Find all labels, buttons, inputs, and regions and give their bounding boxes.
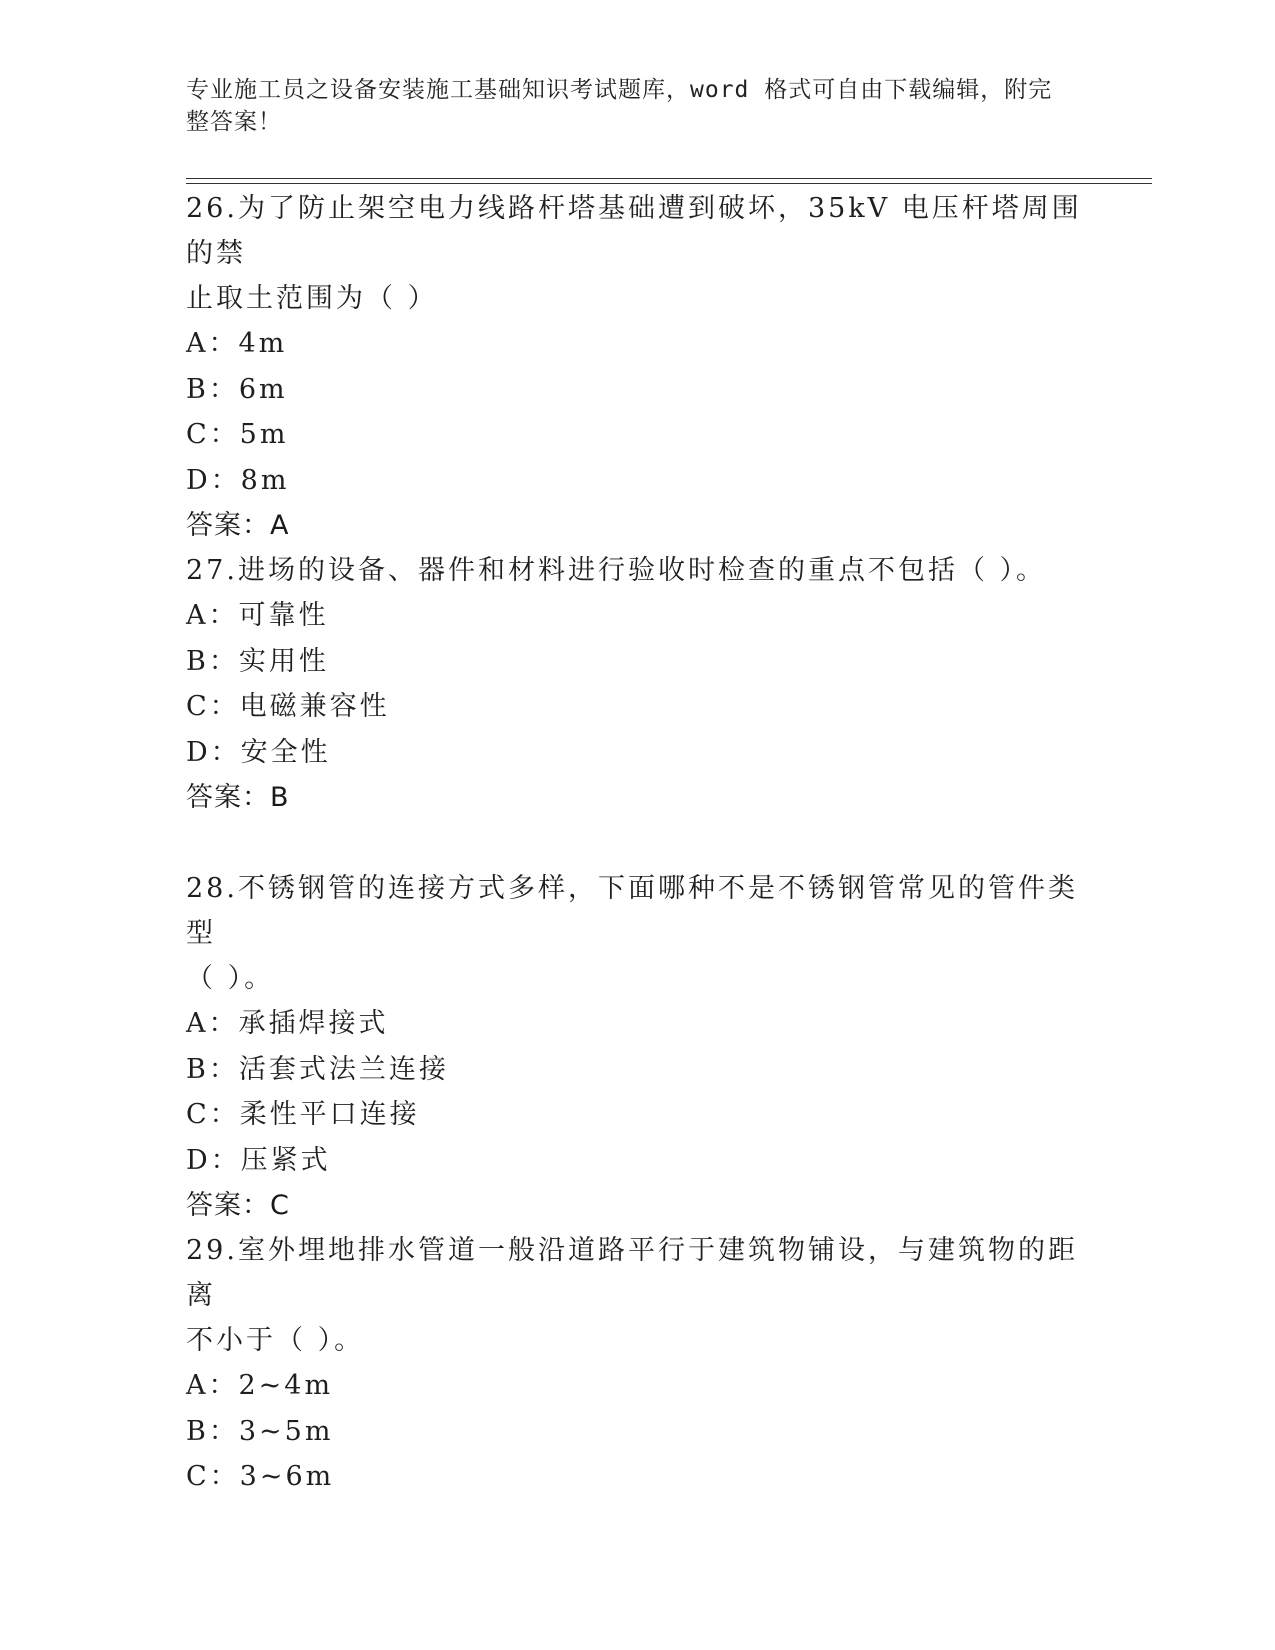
option-key: C：: [186, 1099, 240, 1130]
option-list: [186, 1001, 1086, 1183]
header-divider-bottom: [186, 183, 1152, 184]
option-b: [186, 1047, 1086, 1093]
question-26: [186, 186, 1086, 548]
option-c: [186, 1454, 1086, 1500]
question-stem-line-2: 止取土范围为（ ）: [186, 283, 438, 314]
option-c: [186, 684, 1086, 730]
option-key: A：: [186, 1008, 239, 1039]
option-key: B：: [186, 645, 239, 677]
option-text: 电磁兼容性: [239, 691, 390, 722]
option-text: 活套式法兰连接: [238, 1053, 449, 1085]
option-text: 2~4m: [238, 1370, 334, 1401]
answer-line: 答案：A: [186, 510, 290, 541]
option-key: A：: [186, 1370, 239, 1401]
option-key: D：: [186, 1144, 241, 1176]
option-text: 可靠性: [238, 600, 329, 631]
question-stem-line-2: （ ）。: [186, 963, 275, 994]
option-text: 压紧式: [240, 1144, 331, 1176]
option-b: [186, 1409, 1086, 1455]
option-d: [186, 730, 1086, 776]
option-d: [186, 1138, 1086, 1184]
option-text: 实用性: [238, 645, 329, 677]
question-27: [186, 548, 1086, 820]
header-line-2: 整答案！: [186, 109, 282, 135]
question-stem-line-1: 28.不锈钢管的连接方式多样，下面哪种不是不锈钢管常见的管件类型: [186, 873, 1078, 949]
option-a: [186, 1001, 1086, 1047]
question-stem: [186, 1228, 1086, 1363]
header-line-1: 专业施工员之设备安装施工基础知识考试题库，word 格式可自由下载编辑，附完: [186, 77, 1053, 103]
option-text: 8m: [240, 464, 290, 496]
option-key: C：: [186, 419, 240, 450]
option-b: [186, 367, 1086, 413]
option-text: 5m: [239, 419, 289, 450]
option-text: 4m: [238, 328, 288, 359]
option-list: [186, 1363, 1086, 1500]
option-text: 柔性平口连接: [239, 1099, 420, 1130]
option-key: D：: [186, 464, 241, 496]
option-key: B：: [186, 1415, 239, 1447]
question-stem-line-1: 29.室外埋地排水管道一般沿道路平行于建筑物铺设，与建筑物的距离: [186, 1235, 1078, 1311]
option-key: B：: [186, 373, 239, 405]
question-stem-line-2: 不小于（ ）。: [186, 1325, 365, 1356]
option-key: A：: [186, 600, 239, 631]
question-stem: [186, 186, 1086, 321]
option-text: 6m: [238, 373, 288, 405]
option-d: [186, 458, 1086, 504]
option-list: [186, 321, 1086, 503]
question-stem-line-1: 26.为了防止架空电力线路杆塔基础遭到破坏，35kV 电压杆塔周围的禁: [186, 193, 1082, 269]
option-a: [186, 1363, 1086, 1409]
option-c: [186, 1092, 1086, 1138]
option-text: 承插焊接式: [238, 1008, 389, 1039]
question-stem: [186, 548, 1086, 593]
answer-line: 答案：B: [186, 782, 290, 813]
option-a: [186, 321, 1086, 367]
question-28: [186, 866, 1086, 1228]
question-29: [186, 1228, 1086, 1500]
option-text: 3~5m: [238, 1415, 334, 1447]
question-stem-line-1: 27.进场的设备、器件和材料进行验收时检查的重点不包括（ ）。: [186, 555, 1047, 586]
question-stem: [186, 866, 1086, 1001]
option-b: [186, 639, 1086, 685]
option-text: 3~6m: [239, 1461, 335, 1492]
document-header: [186, 74, 1066, 138]
option-key: C：: [186, 691, 240, 722]
header-divider-top: [186, 178, 1152, 179]
option-key: B：: [186, 1053, 239, 1085]
option-key: A：: [186, 328, 239, 359]
option-list: [186, 593, 1086, 775]
answer-line: 答案：C: [186, 1190, 290, 1221]
option-text: 安全性: [240, 736, 331, 768]
option-key: C：: [186, 1461, 240, 1492]
option-c: [186, 412, 1086, 458]
option-a: [186, 593, 1086, 639]
option-key: D：: [186, 736, 241, 768]
